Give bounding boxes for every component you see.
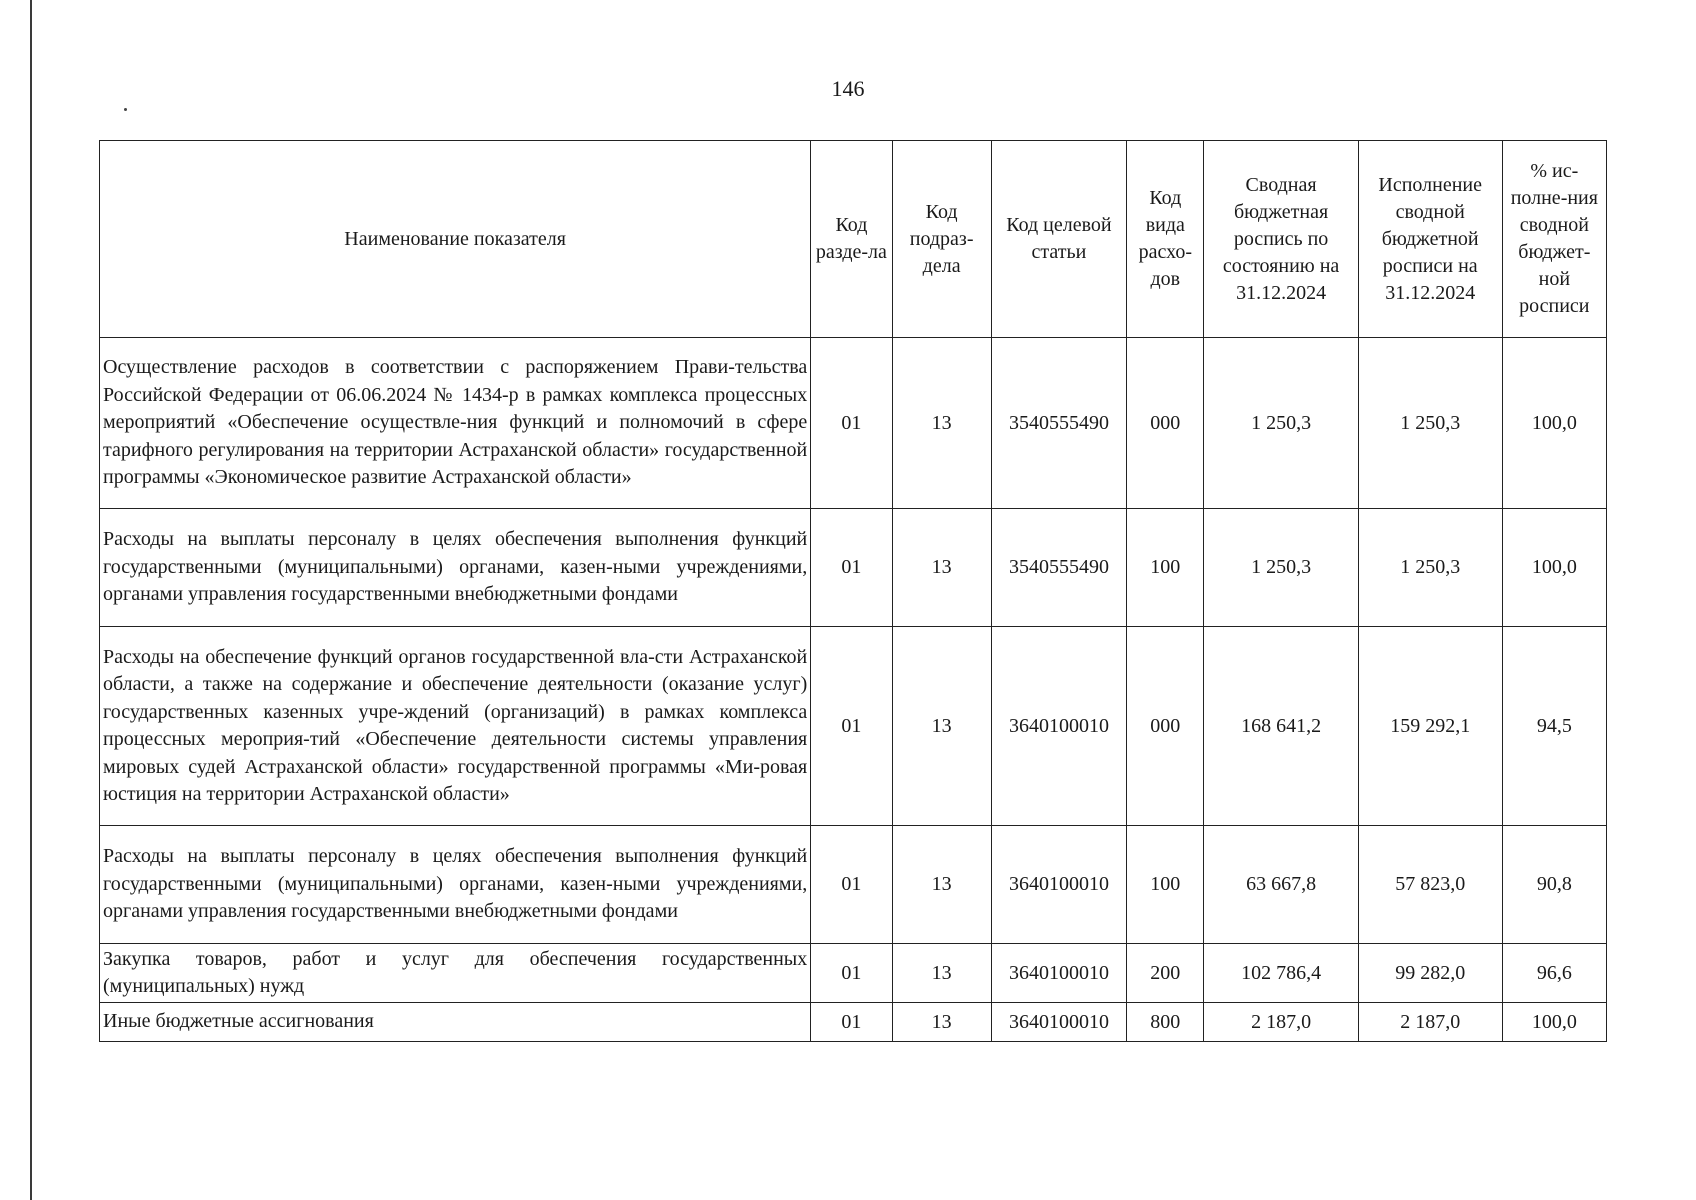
page-number: 146 (831, 76, 865, 101)
table-row (100, 1003, 1607, 1042)
table-row (100, 338, 1607, 509)
row-target-code: 3640100010 (991, 826, 1127, 944)
row-expense-kind-code: 000 (1127, 338, 1204, 509)
header-name: Наименование показателя (100, 141, 811, 338)
row-section-code: 01 (811, 826, 892, 944)
row-budget-plan: 1 250,3 (1204, 338, 1358, 509)
row-execution-percent: 100,0 (1502, 338, 1606, 509)
scan-speck (124, 108, 127, 111)
row-section-code: 01 (811, 944, 892, 1003)
row-expense-kind-code: 200 (1127, 944, 1204, 1003)
row-name: Осуществление расходов в соответствии с распоряжением Прави-тельства Российской Федерации от 06.06.2024 № 1434-р в рамках комплекса процессных мероприятий «Обеспечение осуществле-ния функций и полномочий в сфере тарифного регулирования на территории Астраханской области» государственной программы «Экономическое развитие Астраханской области» (100, 338, 811, 509)
row-execution-percent: 90,8 (1502, 826, 1606, 944)
row-name: Расходы на выплаты персоналу в целях обеспечения выполнения функций государственными (муниципальными) органами, казен-ными учреждениями, органами управления государственными внебюджетными фондами (100, 826, 811, 944)
row-execution-percent: 100,0 (1502, 509, 1606, 627)
row-expense-kind-code: 100 (1127, 826, 1204, 944)
row-budget-execution: 2 187,0 (1358, 1003, 1502, 1042)
row-name: Расходы на обеспечение функций органов государственной вла-сти Астраханской области, а также на содержание и обеспечение деятельности (оказание услуг) государственных казенных учре-ждений (организаций) в рамках комплекса процессных мероприя-тий «Обеспечение деятельности системы управления мировых судей Астраханской области» государственной программы «Ми-ровая юстиция на территории Астраханской области» (100, 627, 811, 826)
header-budget-plan: Сводная бюджетная роспись по состоянию на 31.12.2024 (1204, 141, 1358, 338)
table-row (100, 627, 1607, 826)
header-section-code: Код разде-ла (811, 141, 892, 338)
header-subsection-code: Код подраз-дела (892, 141, 991, 338)
row-budget-plan: 102 786,4 (1204, 944, 1358, 1003)
row-expense-kind-code: 100 (1127, 509, 1204, 627)
row-section-code: 01 (811, 509, 892, 627)
row-budget-execution: 159 292,1 (1358, 627, 1502, 826)
row-execution-percent: 94,5 (1502, 627, 1606, 826)
row-name: Закупка товаров, работ и услуг для обеспечения государственных (муниципальных) нужд (100, 944, 811, 1003)
table-row (100, 509, 1607, 627)
row-subsection-code: 13 (892, 944, 991, 1003)
row-budget-plan: 2 187,0 (1204, 1003, 1358, 1042)
row-target-code: 3540555490 (991, 509, 1127, 627)
row-execution-percent: 100,0 (1502, 1003, 1606, 1042)
row-expense-kind-code: 000 (1127, 627, 1204, 826)
row-execution-percent: 96,6 (1502, 944, 1606, 1003)
scan-left-margin-line (30, 0, 32, 1200)
row-section-code: 01 (811, 627, 892, 826)
header-expense-kind-code: Код вида расхо-дов (1127, 141, 1204, 338)
row-budget-plan: 1 250,3 (1204, 509, 1358, 627)
row-budget-execution: 57 823,0 (1358, 826, 1502, 944)
row-section-code: 01 (811, 1003, 892, 1042)
row-target-code: 3540555490 (991, 338, 1127, 509)
row-expense-kind-code: 800 (1127, 1003, 1204, 1042)
table-row (100, 826, 1607, 944)
budget-execution-table (99, 140, 1607, 1042)
row-target-code: 3640100010 (991, 944, 1127, 1003)
row-budget-execution: 99 282,0 (1358, 944, 1502, 1003)
table-header-row (100, 141, 1607, 338)
header-execution-percent: % ис-полне-ния сводной бюджет-ной росписи (1502, 141, 1606, 338)
row-subsection-code: 13 (892, 338, 991, 509)
row-name: Иные бюджетные ассигнования (100, 1003, 811, 1042)
row-subsection-code: 13 (892, 826, 991, 944)
row-target-code: 3640100010 (991, 1003, 1127, 1042)
row-budget-plan: 168 641,2 (1204, 627, 1358, 826)
header-target-code: Код целевой статьи (991, 141, 1127, 338)
row-budget-execution: 1 250,3 (1358, 338, 1502, 509)
row-subsection-code: 13 (892, 509, 991, 627)
row-subsection-code: 13 (892, 627, 991, 826)
header-budget-execution: Исполнение сводной бюджетной росписи на 31.12.2024 (1358, 141, 1502, 338)
row-budget-execution: 1 250,3 (1358, 509, 1502, 627)
table-row (100, 944, 1607, 1003)
row-subsection-code: 13 (892, 1003, 991, 1042)
row-section-code: 01 (811, 338, 892, 509)
row-budget-plan: 63 667,8 (1204, 826, 1358, 944)
row-target-code: 3640100010 (991, 627, 1127, 826)
row-name: Расходы на выплаты персоналу в целях обеспечения выполнения функций государственными (муниципальными) органами, казен-ными учреждениями, органами управления государственными внебюджетными фондами (100, 509, 811, 627)
